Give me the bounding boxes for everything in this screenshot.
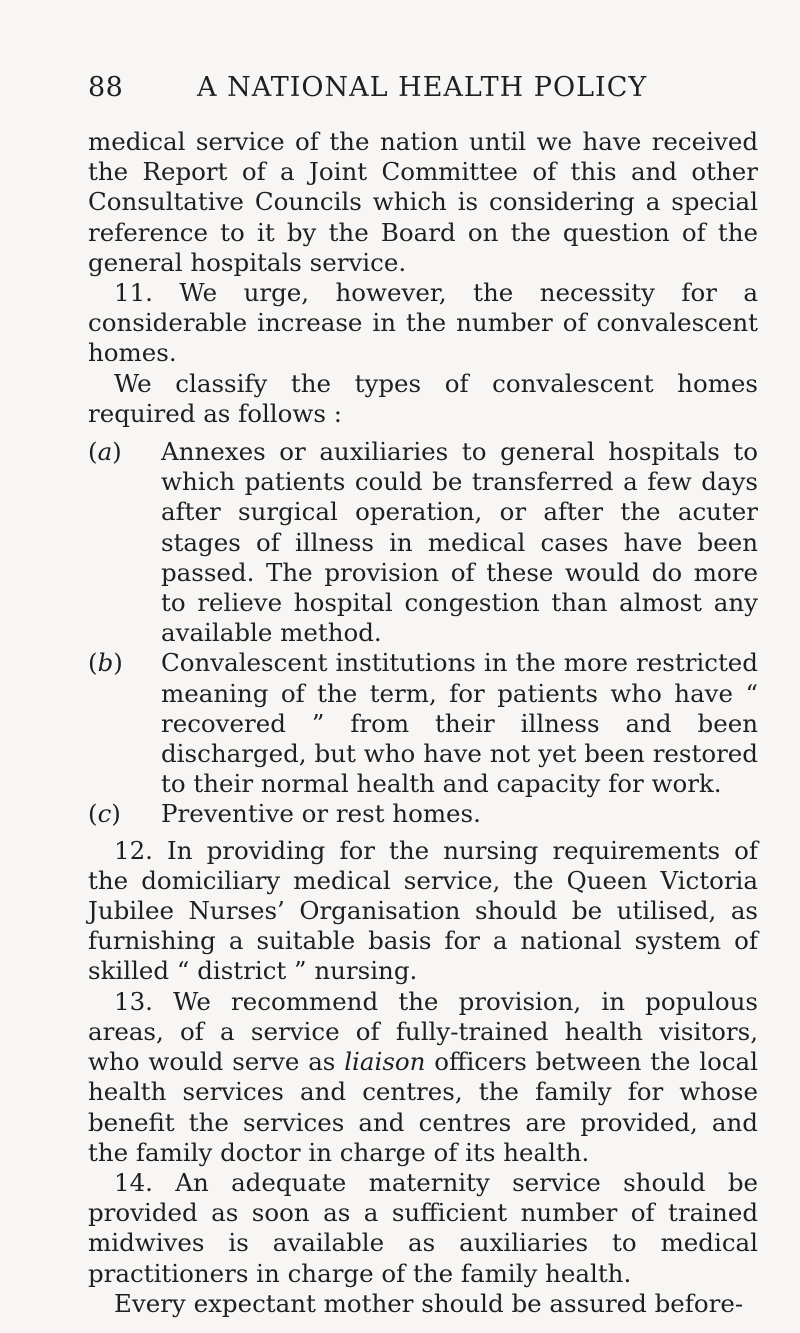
paragraph-12: 12. In providing for the nursing requirements of the domiciliary medical service, the Queen Victoria Jubilee Nurses’ Organisation should be utilised, as furnishing a suitable basis for a national system of skilled “ district ” nursing. [88, 835, 758, 986]
list-item-c [88, 799, 758, 829]
paragraph-last: Every expectant mother should be assured before- [114, 1288, 744, 1318]
list-marker-a: (a) [88, 437, 122, 467]
list-item-text: Preventive or rest homes. [161, 799, 481, 829]
page-body [88, 127, 758, 1319]
paragraph-13: 13. We recommend the provision, in populous areas, of a service of fully-trained health visitors, who would serve as liaison officers between the local health services and centres, the family for whose benefit the services and centres are provided, and the family doctor in charge of its health. [88, 986, 758, 1167]
running-title: A NATIONAL HEALTH POLICY [197, 72, 648, 103]
list-item-text: Convalescent institutions in the more restricted meaning of the term, for patients who have “ recovered ” from their illness and been discharged, but who have not yet been restored to their normal health and capacity for work. [161, 648, 758, 799]
list-marker-b: (b) [88, 648, 123, 678]
list-marker-c: (c) [88, 799, 121, 829]
paragraph-14: 14. An adequate maternity service should be provided as soon as a sufficient number of trained midwives is available as auxiliaries to medical practitioners in charge of the family health. [88, 1167, 758, 1288]
list-item-text: Annexes or auxiliaries to general hospitals to which patients could be transferred a few days after surgical operation, or after the acuter stages of illness in medical cases have been passed. The provision of these would do more to relieve hospital congestion than almost any available method. [161, 437, 758, 648]
page-number: 88 [88, 72, 124, 103]
page-header [88, 72, 748, 116]
list-item-a [88, 437, 758, 648]
liaison-term: liaison [344, 1047, 426, 1077]
paragraph-11: 11. We urge, however, the necessity for a considerable increase in the number of convalescent homes. [88, 278, 758, 368]
paragraph-classify: We classify the types of convalescent homes required as follows : [88, 368, 758, 428]
paragraph-continued: medical service of the nation until we have received the Report of a Joint Committee of this and other Consultative Councils which is considering a special reference to it by the Board on the question of the general hospitals service. [88, 127, 758, 277]
list-item-b [88, 648, 758, 799]
